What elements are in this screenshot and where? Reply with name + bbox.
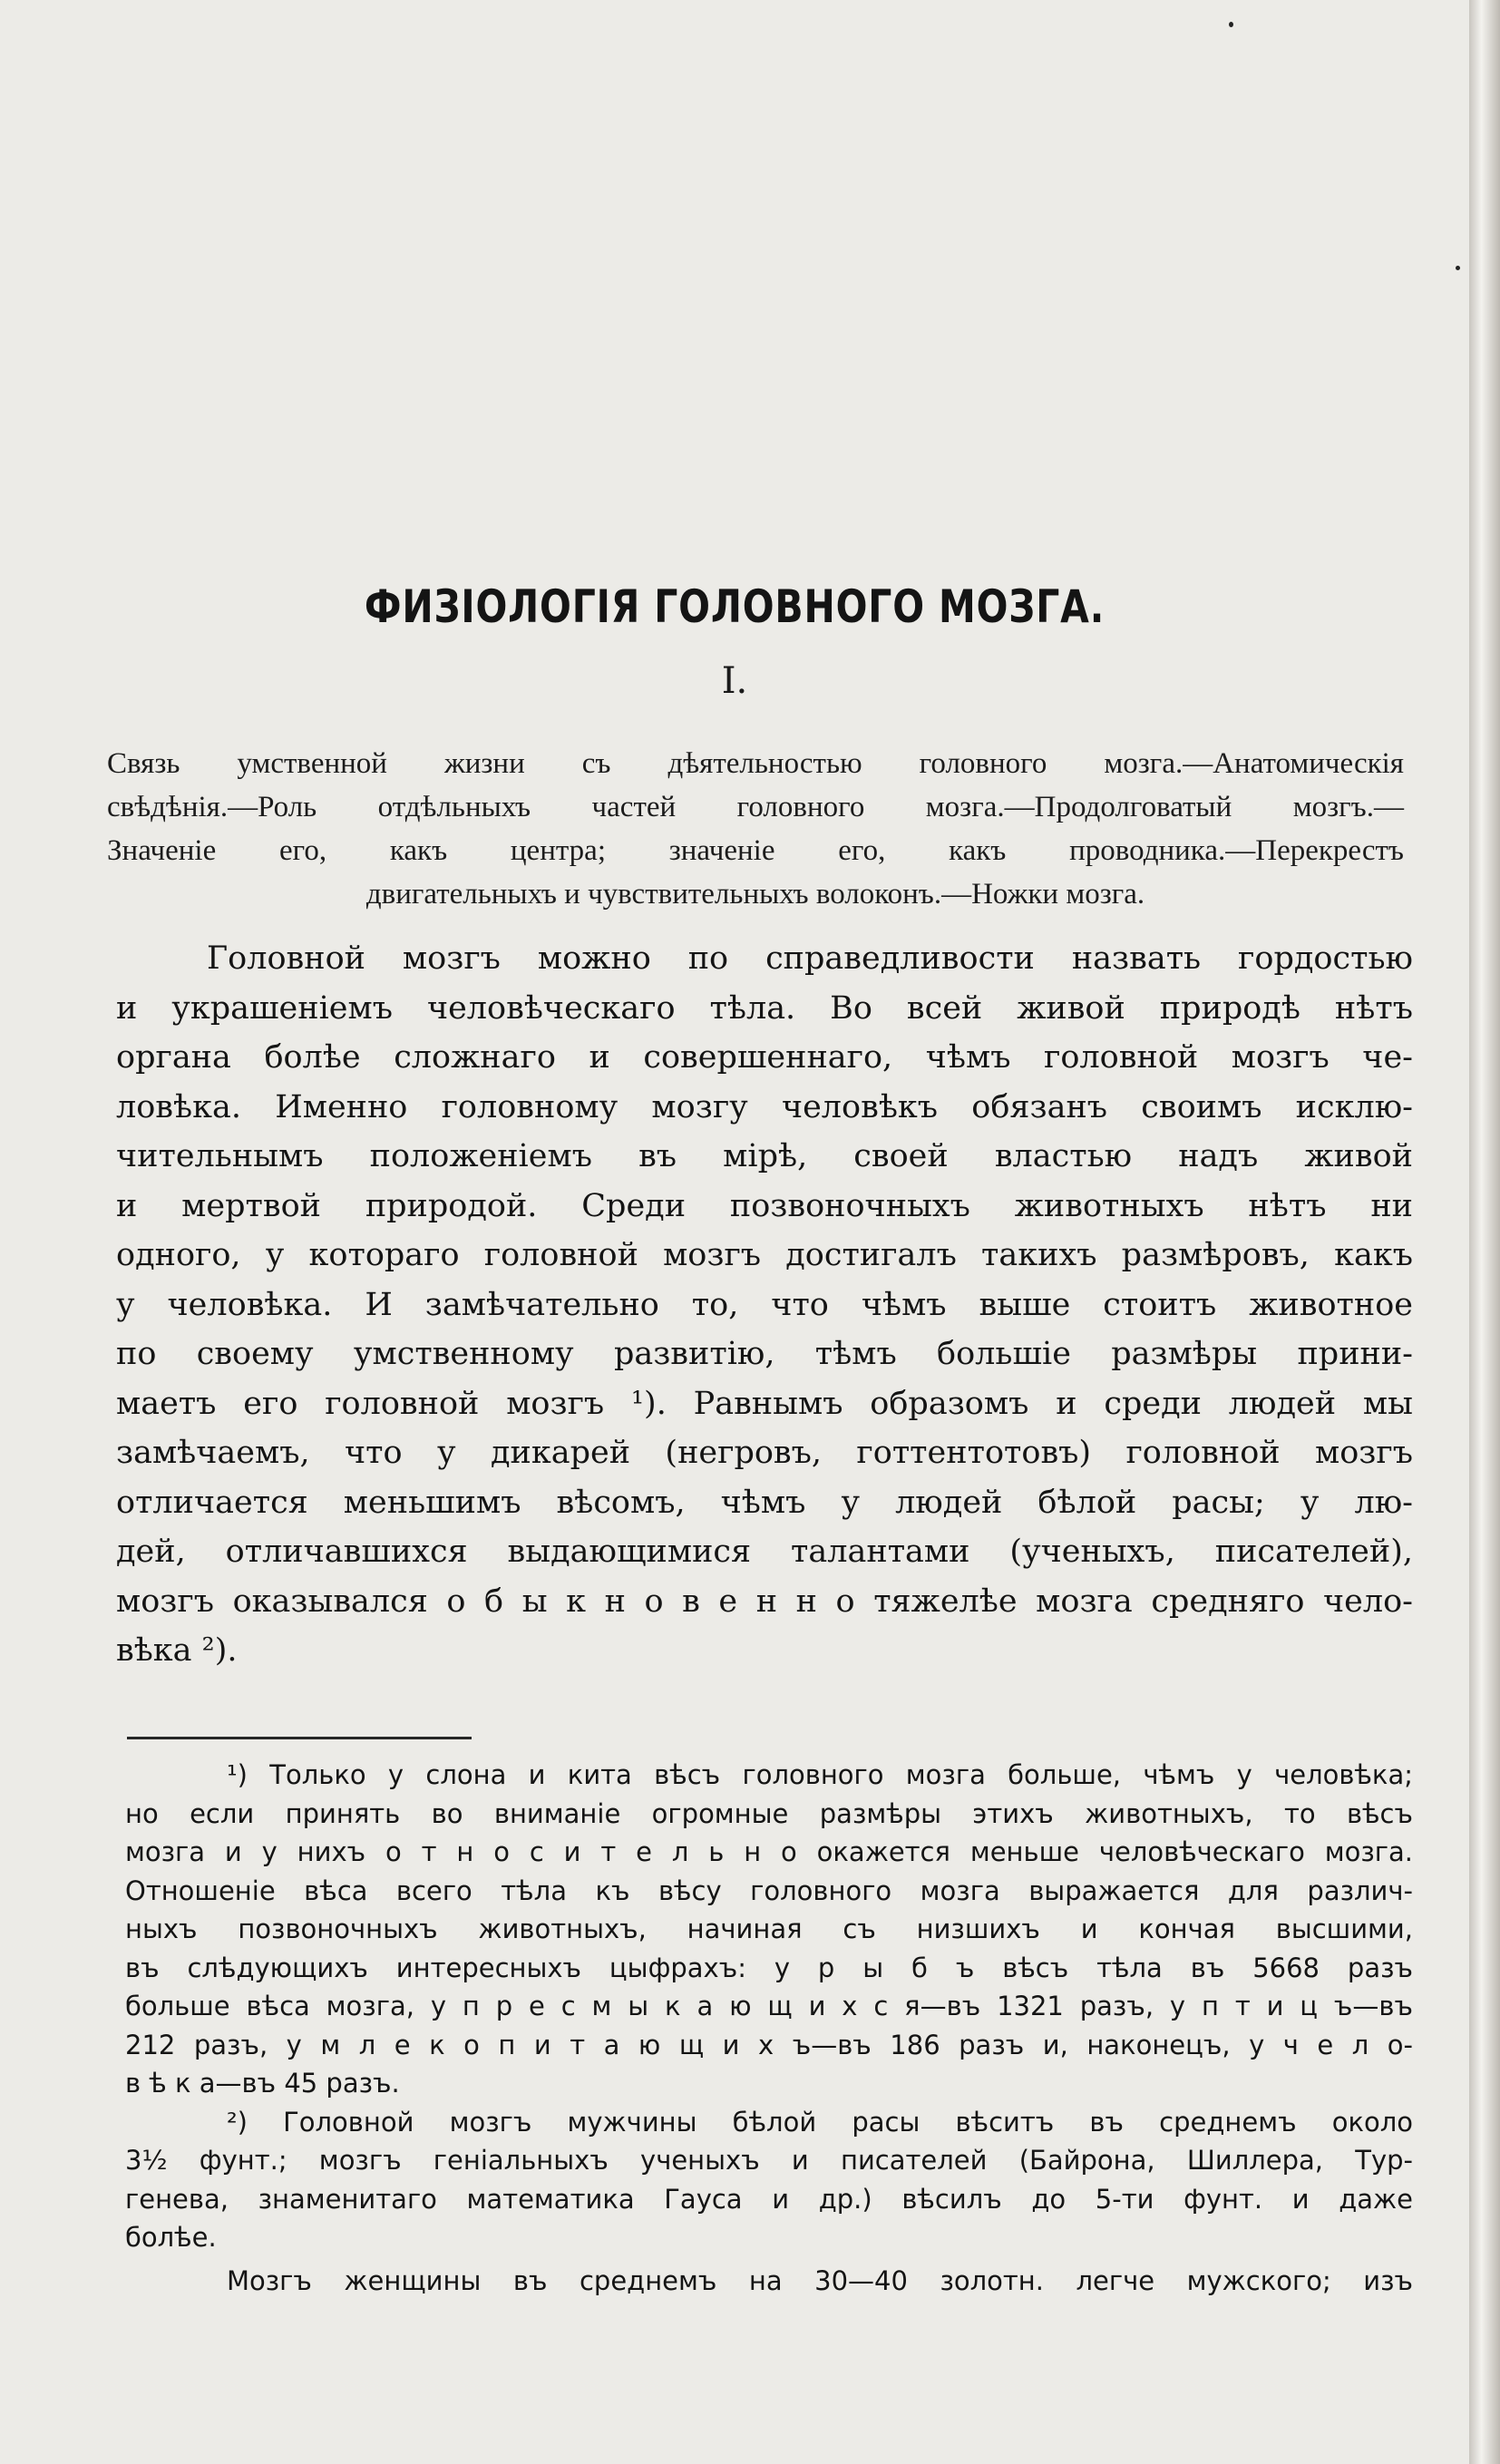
body-line: чительнымъ положеніемъ въ мірѣ, своей властью надъ живой <box>116 1138 1413 1174</box>
body-line: ловѣка. Именно головному мозгу человѣкъ обязанъ своимъ исклю- <box>116 1088 1413 1125</box>
chapter-number: I. <box>721 660 748 702</box>
chapter-summary <box>107 742 1404 916</box>
body-line: дей, отличавшихся выдающимися талантами (ученыхъ, писателей), <box>116 1534 1413 1570</box>
body-line: органа болѣе сложнаго и совершеннаго, чѣмъ головной мозгъ че- <box>116 1039 1413 1076</box>
body-line: замѣчаемъ, что у дикарей (негровъ, готтентотовъ) головной мозгъ <box>116 1435 1413 1471</box>
ink-speck <box>1229 22 1233 27</box>
summary-line: Значеніе его, какъ центра; значеніе его, какъ проводника.—Перекрестъ <box>107 834 1404 867</box>
body-line: вѣка ²). <box>116 1632 238 1669</box>
footnote-line: ныхъ позвоночныхъ животныхъ, начиная съ низшихъ и кончая высшими, <box>125 1914 1413 1944</box>
summary-line: свѣдѣнія.—Роль отдѣльныхъ частей головного мозга.—Продолговатый мозгъ.— <box>107 791 1404 823</box>
footnote-line: больше вѣса мозга, у п р е с м ы к а ю щ и х с я—въ 1321 разъ, у п т и ц ъ—въ <box>125 1991 1413 2021</box>
main-paragraph <box>116 934 1413 1676</box>
footnote-line: мозга и у нихъ о т н о с и т е л ь н о окажется меньше человѣческаго мозга. <box>125 1836 1413 1867</box>
body-line: по своему умственному развитію, тѣмъ большіе размѣры прини- <box>116 1336 1413 1372</box>
body-line: у человѣка. И замѣчательно то, что чѣмъ выше стоитъ животное <box>116 1286 1413 1323</box>
footnotes <box>125 1756 1413 2304</box>
summary-line: двигательныхъ и чувствительныхъ волоконъ.—Ножки мозга. <box>365 878 1145 911</box>
footnote-line: но если принять во вниманіе огромные размѣры этихъ животныхъ, то вѣсъ <box>125 1797 1413 1829</box>
body-line: отличается меньшимъ вѣсомъ, чѣмъ у людей бѣлой расы; у лю- <box>116 1484 1413 1521</box>
footnote-line: Мозгъ женщины въ среднемъ на 30—40 золотн. легче мужского; изъ <box>227 2264 1413 2296</box>
footnote-line: болѣе. <box>125 2222 217 2253</box>
ink-speck <box>1456 266 1460 270</box>
footnote-divider <box>127 1737 472 1739</box>
footnote-line: 212 разъ, у м л е к о п и т а ю щ и х ъ—въ 186 разъ и, наконецъ, у ч е л о- <box>125 2029 1413 2060</box>
body-line: и мертвой природой. Среди позвоночныхъ животныхъ нѣтъ ни <box>116 1187 1413 1224</box>
body-line: одного, у котораго головной мозгъ достигалъ такихъ размѣровъ, какъ <box>116 1237 1413 1273</box>
footnote-line: ¹) Только у слона и кита вѣсъ головного мозга больше, чѣмъ у человѣка; <box>227 1759 1413 1790</box>
footnote-line: 3½ фунт.; мозгъ геніальныхъ ученыхъ и писателей (Байрона, Шиллера, Тур- <box>125 2145 1413 2176</box>
footnote-line: Отношеніе вѣса всего тѣла къ вѣсу головного мозга выражается для различ- <box>125 1875 1413 1906</box>
body-line: мозгъ оказывался о б ы к н о в е н н о тяжелѣе мозга средняго чело- <box>116 1583 1413 1620</box>
body-line: маетъ его головной мозгъ ¹). Равнымъ образомъ и среди людей мы <box>116 1385 1413 1422</box>
body-line: Головной мозгъ можно по справедливости назвать гордостью <box>207 940 1413 977</box>
page-edge <box>1469 0 1500 2464</box>
footnote-line: генева, знаменитаго математика Гауса и др.) вѣсилъ до 5-ти фунт. и даже <box>125 2183 1413 2215</box>
summary-line: Связь умственной жизни съ дѣятельностью головного мозга.—Анатомическія <box>107 747 1404 780</box>
body-line: и украшеніемъ человѣческаго тѣла. Во всей живой природѣ нѣтъ <box>116 989 1413 1027</box>
footnote-line: ²) Головной мозгъ мужчины бѣлой расы вѣситъ въ среднемъ около <box>227 2106 1413 2138</box>
chapter-title: ФИЗІОЛОГІЯ ГОЛОВНОГО МОЗГА. <box>364 580 1106 633</box>
footnote-line: в ѣ к а—въ 45 разъ. <box>125 2068 400 2099</box>
footnote-line: въ слѣдующихъ интересныхъ цыфрахъ: у р ы б ъ вѣсъ тѣла въ 5668 разъ <box>125 1952 1413 1983</box>
